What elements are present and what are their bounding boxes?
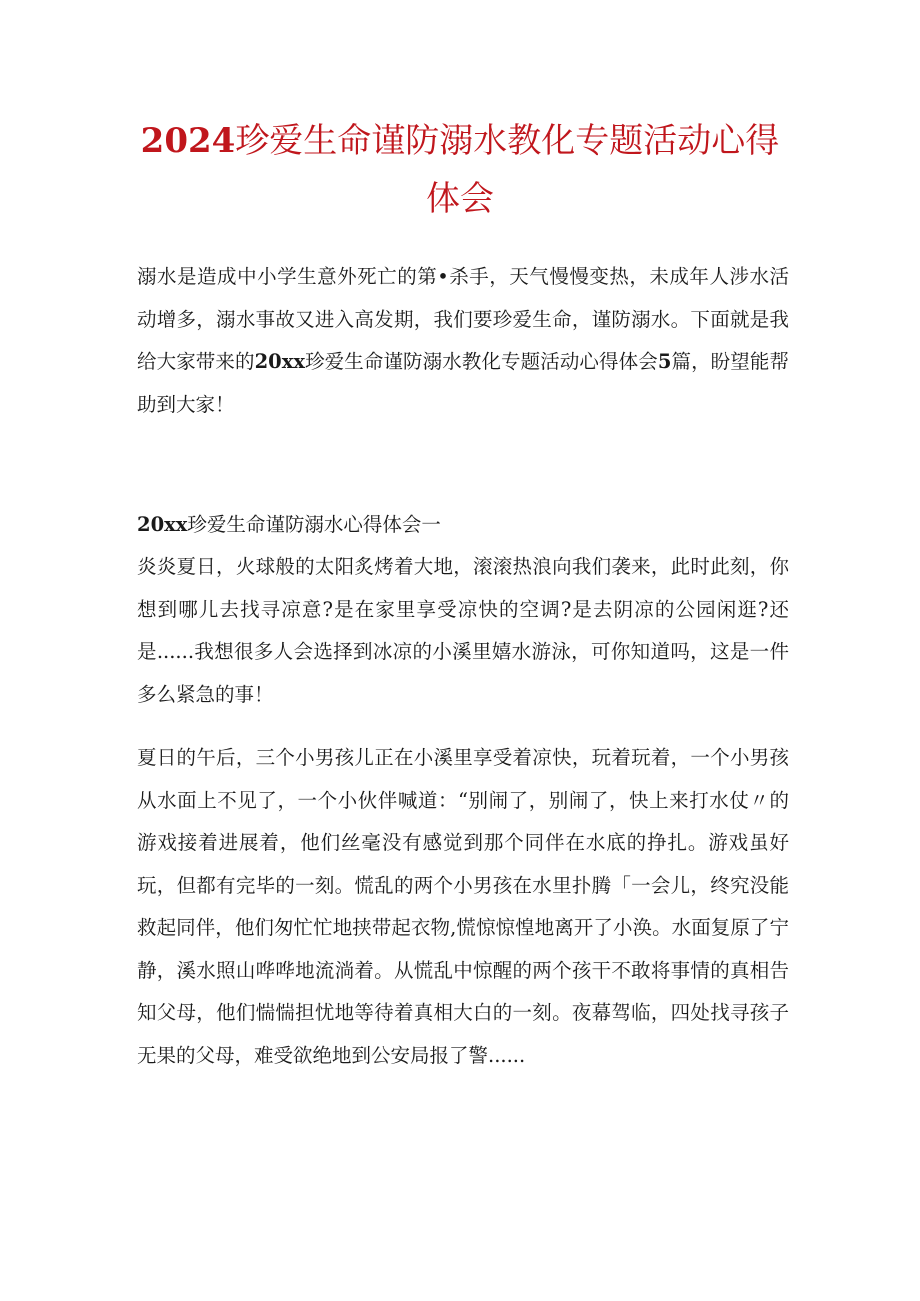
intro-bold-count: 5 [657, 350, 672, 373]
intro-text-1: 溺水是造成中小学生意外死亡的第•杀手，天气慢慢变热，未成年人涉水活动增多，溺水事故又进入高发期，我们要珍爱生命，谨防溺水。下面就是我给大家带来的 [137, 265, 789, 373]
intro-paragraph [137, 256, 789, 426]
intro-text-3: 篇，盼望能帮助到大家！ [137, 350, 789, 416]
intro-text-2: 珍爱生命谨防溺水教化专题活动心得体会 [304, 350, 658, 373]
body-paragraph-1: 炎炎夏日，火球般的太阳炙烤着大地，滚滚热浪向我们袭来，此时此刻，你想到哪儿去找寻凉意?是在家里享受凉快的空调?是去阴凉的公园闲逛?还是......我想很多人会选择到冰凉的小溪里嬉水游泳，可你知道吗，这是一件多么紧急的事！ [137, 555, 789, 706]
subtitle-text: 珍爱生命谨防溺水心得体会一 [187, 513, 441, 536]
subtitle-year: 20xx [137, 513, 188, 536]
intro-bold-year: 20xx [254, 350, 305, 373]
section-subtitle [137, 504, 789, 547]
title-text: 珍爱生命谨防溺水教化专题活动心得体会 [235, 121, 780, 219]
body-paragraph-2: 夏日的午后，三个小男孩儿正在小溪里享受着凉快，玩着玩着，一个小男孩从水面上不见了，一个小伙伴喊道：“别闹了，别闹了，快上来打水仗〃的游戏接着进展着，他们丝毫没有感觉到那个同伴在水底的挣扎。游戏虽好玩，但都有完毕的一刻。慌乱的两个小男孩在水里扑腾「一会儿，终究没能救起同伴，他们匆忙忙地挟带起衣物,慌惊惊惶地离开了小涣。水面复原了宁静，溪水照山哗哗地流淌着。从慌乱中惊醒的两个孩干不敢将事情的真相告知父母，他们惴惴担忧地等待着真相大白的一刻。夜幕驾临，四处找寻孩子无果的父母，难受欲绝地到公安局报了警...... [137, 746, 789, 1067]
document-title [140, 112, 780, 228]
title-year: 2024 [140, 121, 236, 161]
